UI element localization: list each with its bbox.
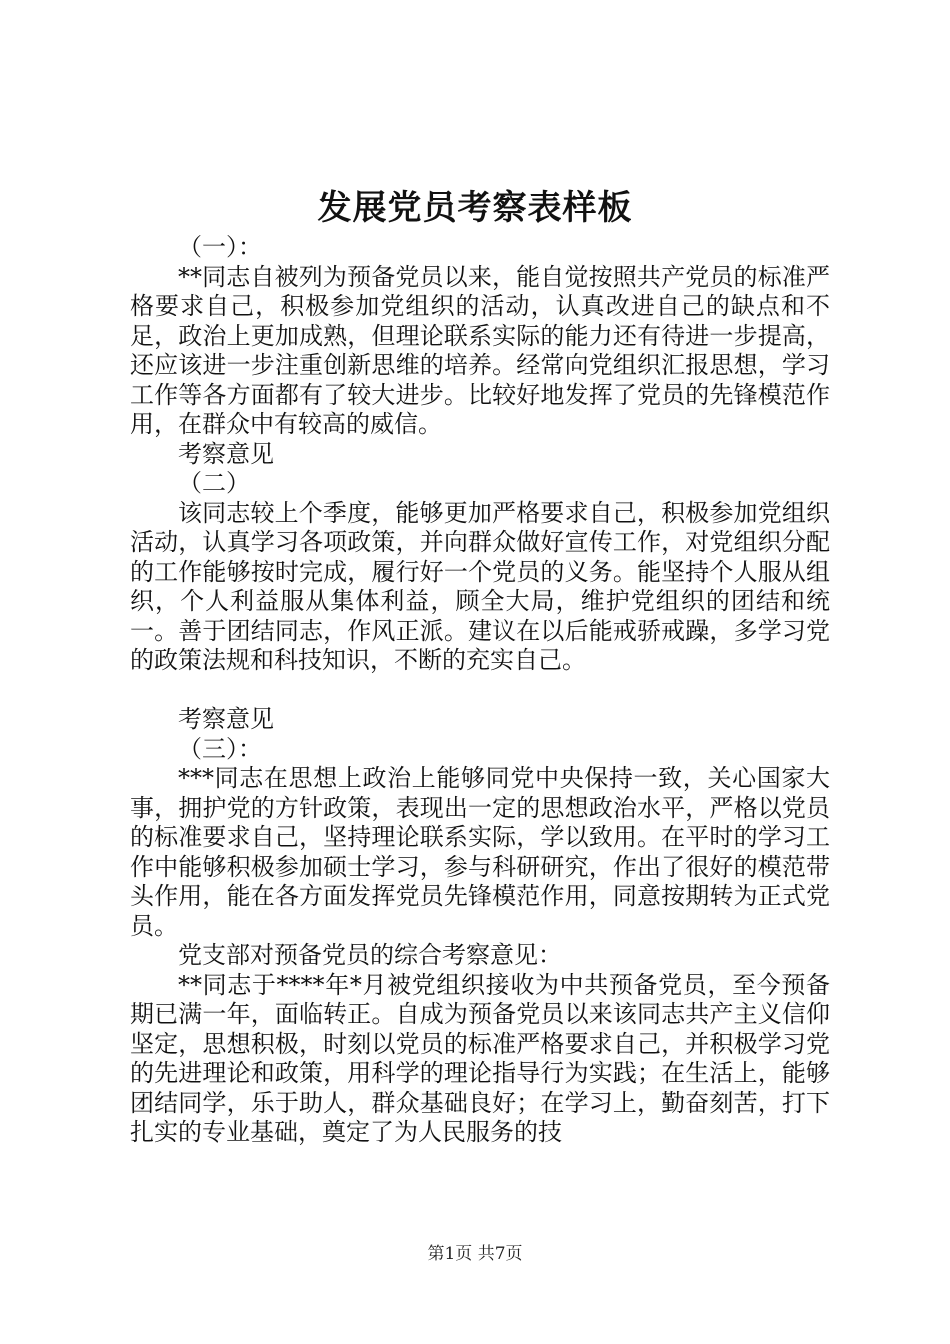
section-2-paragraph: 该同志较上个季度，能够更加严格要求自己，积极参加党组织活动，认真学习各项政策，并向群众做好宣传工作，对党组织分配的工作能够按时完成，履行好一个党员的义务。能坚持个人服从组织，个人利益服从集体利益，顾全大局，维护党组织的团结和统一。善于团结同志，作风正派。建议在以后能戒骄戒躁，多学习党的政策法规和科技知识，不断的充实自己。 bbox=[130, 498, 830, 674]
paragraph-spacer bbox=[130, 676, 830, 706]
section-1-paragraph: **同志自被列为预备党员以来，能自觉按照共产党员的标准严格要求自己，积极参加党组织的活动，认真改进自己的缺点和不足，政治上更加成熟，但理论联系实际的能力还有待进一步提高，还应该进一步注重创新思维的培养。经常向党组织汇报思想，学习工作等各方面都有了较大进步。比较好地发挥了党员的先锋模范作用，在群众中有较高的威信。 bbox=[130, 262, 830, 438]
section-2-review-label: 考察意见 bbox=[178, 705, 274, 733]
section-1-review-label: 考察意见 bbox=[178, 439, 274, 468]
document-body bbox=[130, 233, 830, 1148]
section-1-heading: （一）： bbox=[178, 233, 262, 261]
section-3-heading: （三）： bbox=[178, 734, 262, 763]
section-2-heading: （二） bbox=[178, 469, 250, 497]
section-3-summary-label: 党支部对预备党员的综合考察意见： bbox=[178, 941, 562, 969]
section-3-paragraph: ***同志在思想上政治上能够同党中央保持一致，关心国家大事，拥护党的方针政策，表现出一定的思想政治水平，严格以党员的标准要求自己，坚持理论联系实际，学以致用。在平时的学习工作中能够积极参加硕士学习，参与科研研究，作出了很好的模范带头作用，能在各方面发挥党员先锋模范作用，同意按期转为正式党员。 bbox=[130, 764, 830, 940]
page-number-footer: 第1页 共7页 bbox=[427, 1244, 523, 1264]
document-title: 发展党员考察表样板 bbox=[317, 188, 633, 228]
section-3-summary-paragraph: **同志于****年*月被党组织接收为中共预备党员，至今预备期已满一年，面临转正。自成为预备党员以来该同志共产主义信仰坚定，思想积极，时刻以党员的标准严格要求自己，并积极学习党的先进理论和政策，用科学的理论指导行为实践；在生活上，能够团结同学，乐于助人，群众基础良好；在学习上，勤奋刻苦，打下扎实的专业基础，奠定了为人民服务的技 bbox=[130, 970, 830, 1146]
